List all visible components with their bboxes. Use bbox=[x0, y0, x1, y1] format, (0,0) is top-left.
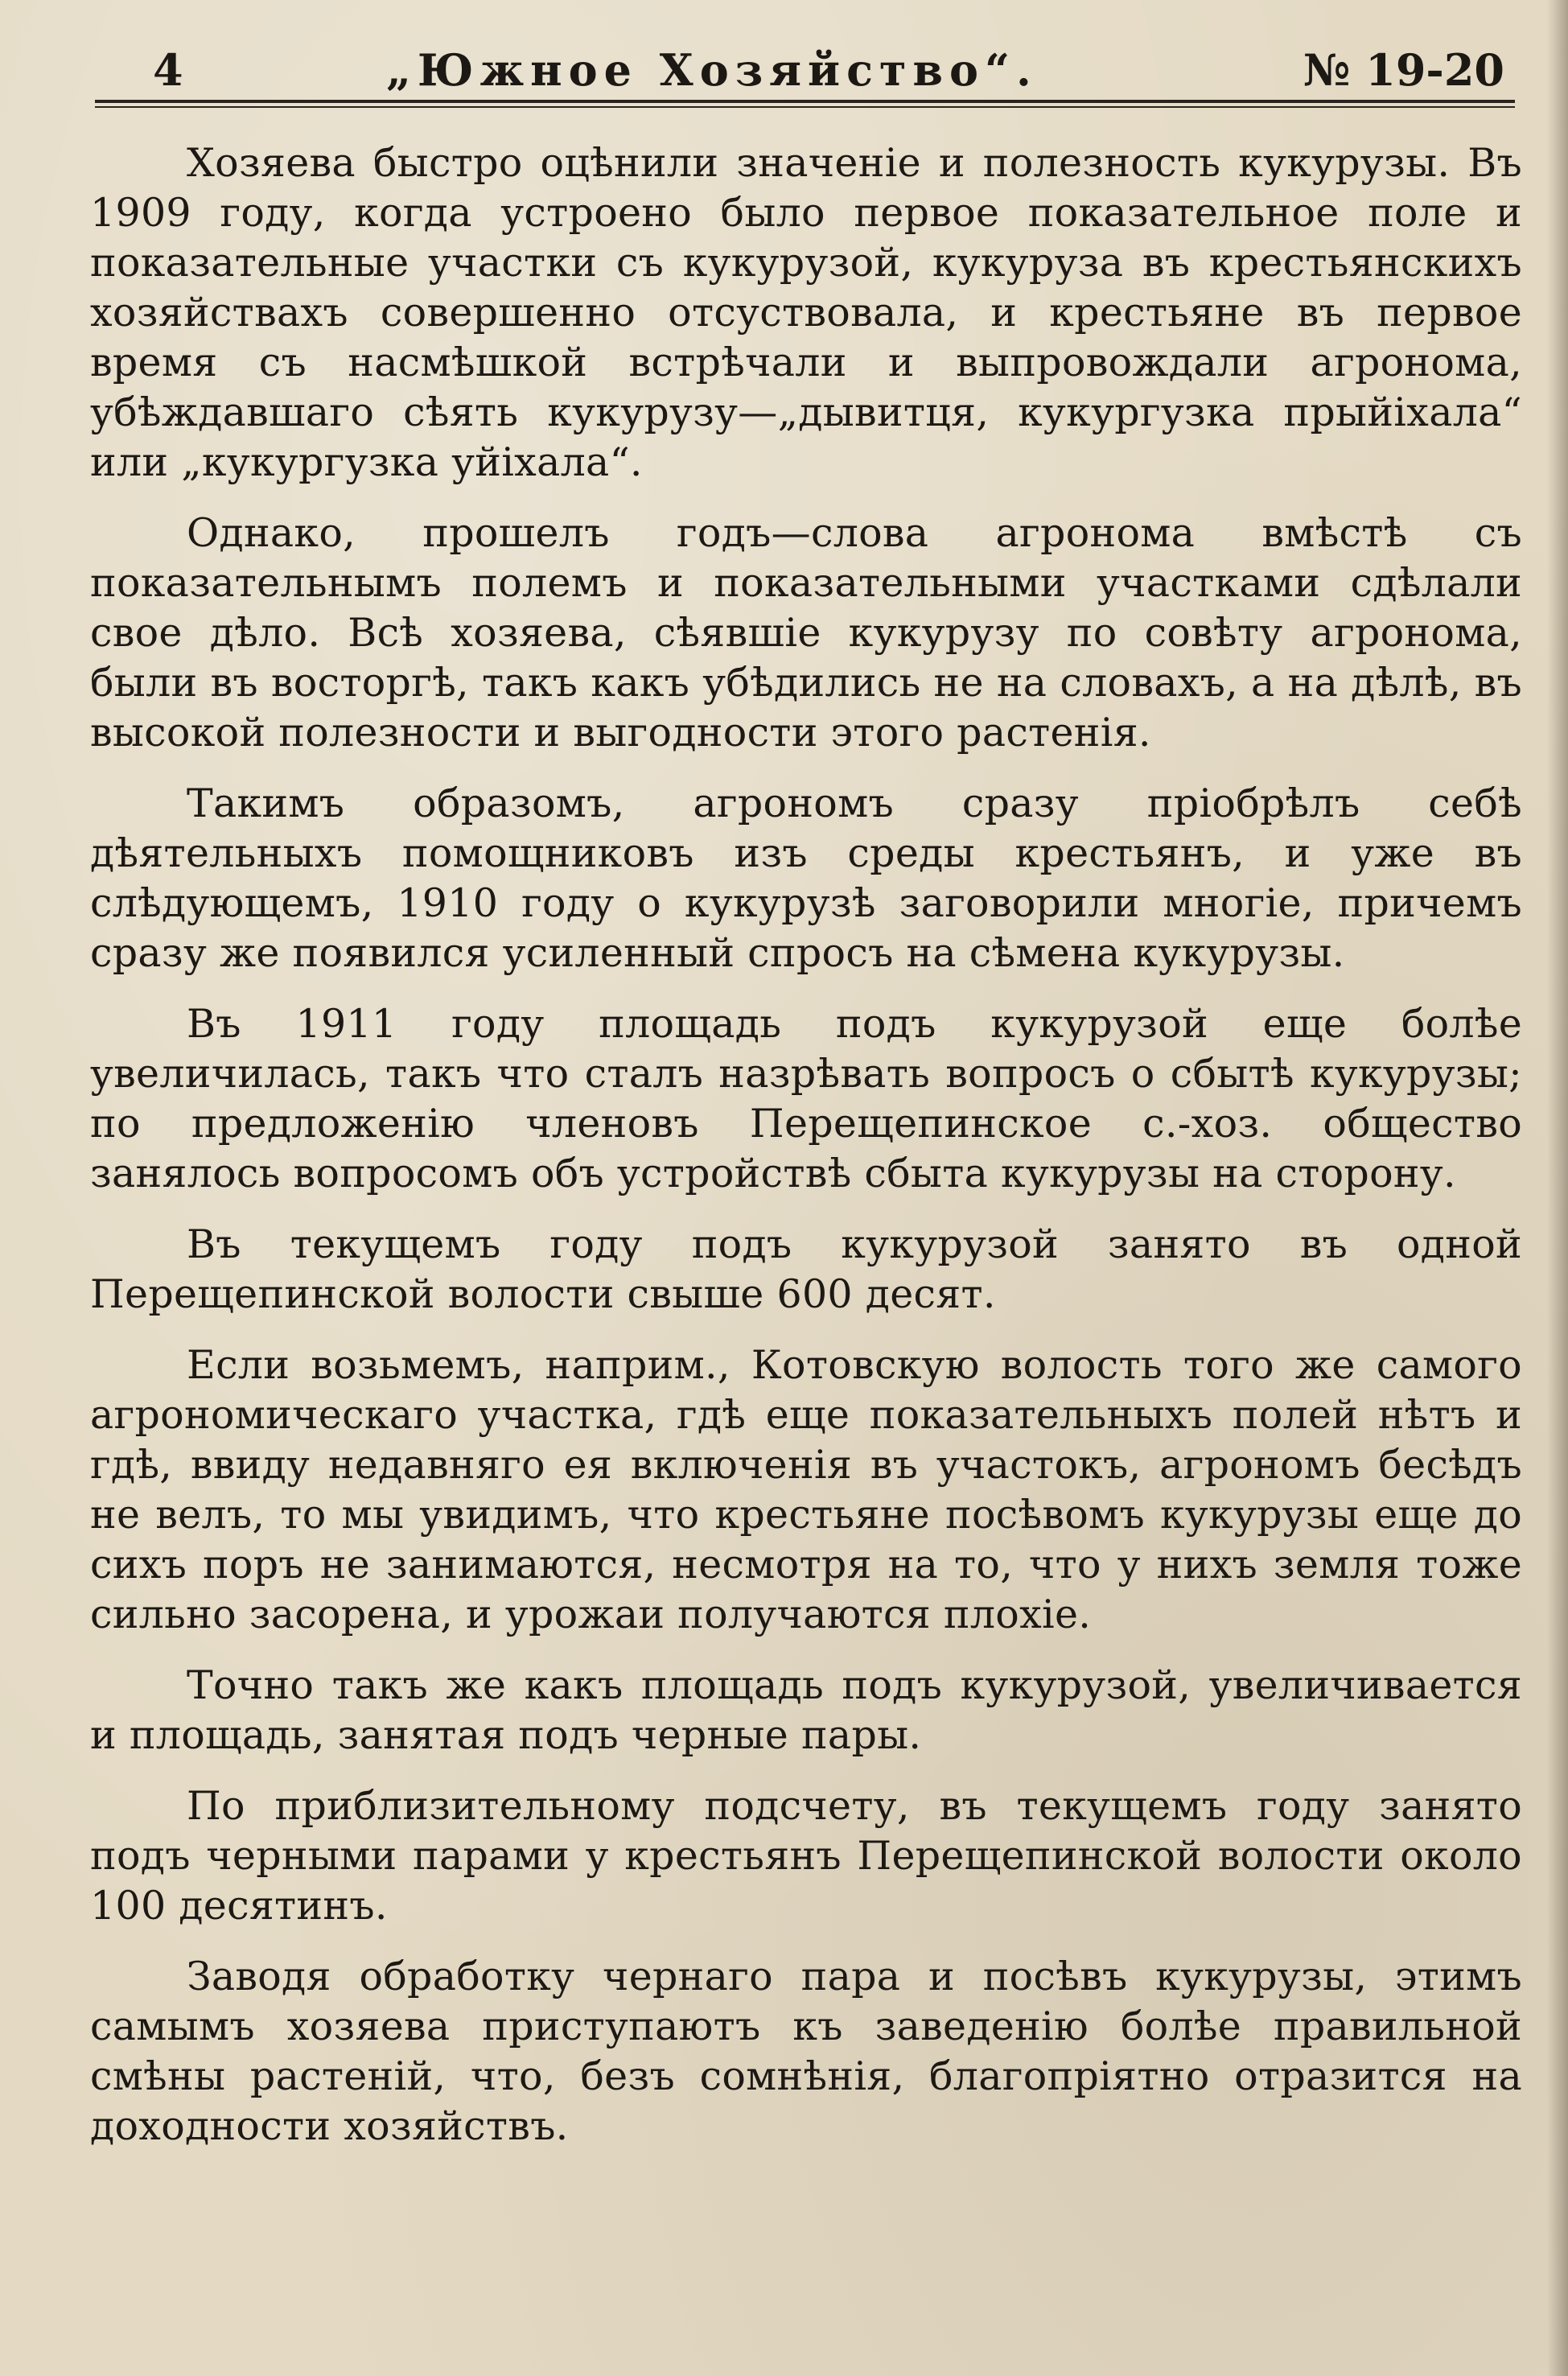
paragraph-4: Въ 1911 году площадь подъ кукурузой еще болѣе увеличилась, такъ что сталъ назрѣвать вопросъ о сбытѣ кукурузы; по предложенiю членовъ Перещепинское с.-хоз. общество занялось вопросомъ объ устройствѣ сбыта кукурузы на сторону. bbox=[90, 1001, 1522, 1196]
paragraph-6: Если возьмемъ, наприм., Котовскую волость того же самого агрономическаго участка, гдѣ еще показательныхъ полей нѣтъ и гдѣ, ввиду недавняго ея включенiя въ участокъ, агрономъ бесѣдъ не велъ, то мы увидимъ, что крестьяне посѣвомъ кукурузы еще до сихъ поръ не занимаются, несмотря на то, что у нихъ земля тоже сильно засорена, и урожаи получаются плохiе. bbox=[90, 1342, 1522, 1637]
paragraph-5: Въ текущемъ году подъ кукурузой занято въ одной Перещепинской волости свыше 600 десят. bbox=[90, 1221, 1522, 1317]
paragraph-7: Точно такъ же какъ площадь подъ кукурузой, увеличивается и площадь, занятая подъ черные пары. bbox=[90, 1662, 1522, 1758]
paragraph-9: Заводя обработку чернаго пара и посѣвъ кукурузы, этимъ самымъ хозяева приступаютъ къ заведенiю болѣе правильной смѣны растенiй, что, безъ сомнѣнiя, благопрiятно отразится на доходности хозяйствъ. bbox=[90, 1954, 1522, 2149]
paragraph-3: Такимъ образомъ, агрономъ сразу прiобрѣлъ себѣ дѣятельныхъ помощниковъ изъ среды крестьянъ, и уже въ слѣдующемъ, 1910 году о кукурузѣ заговорили многiе, причемъ сразу же появился усиленный спросъ на сѣмена кукурузы. bbox=[90, 780, 1522, 976]
issue-number: № 19-20 bbox=[1303, 44, 1504, 96]
paragraph-2: Однако, прошелъ годъ—слова агронома вмѣстѣ съ показательнымъ полемъ и показательными участками сдѣлали свое дѣло. Всѣ хозяева, сѣявшiе кукурузу по совѣту агронома, были въ восторгѣ, такъ какъ убѣдились не на словахъ, а на дѣлѣ, въ высокой полезности и выгодности этого растенiя. bbox=[90, 510, 1522, 756]
article-body bbox=[90, 138, 1522, 2172]
page-header bbox=[121, 44, 1504, 101]
header-rule-thick bbox=[95, 100, 1515, 103]
journal-title: „Южное Хозяйство“. bbox=[386, 44, 1038, 96]
page-number: 4 bbox=[153, 44, 183, 96]
page-edge-shadow bbox=[1547, 0, 1568, 2376]
paragraph-8: По приблизительному подсчету, въ текущемъ году занято подъ черными парами у крестьянъ Перещепинской волости около 100 десятинъ. bbox=[90, 1783, 1522, 1929]
paragraph-1: Хозяева быстро оцѣнили значенiе и полезность кукурузы. Въ 1909 году, когда устроено было первое показательное поле и показательные участки съ кукурузой, кукуруза въ крестьянскихъ хозяйствахъ совершенно отсуствовала, и крестьяне въ первое время съ насмѣшкой встрѣчали и выпровождали агронома, убѣждавшаго сѣять кукурузу—„дывитця, кукургузка прыйiхала“ или „кукургузка уйiхала“. bbox=[90, 140, 1522, 485]
header-rule-thin bbox=[95, 106, 1515, 108]
